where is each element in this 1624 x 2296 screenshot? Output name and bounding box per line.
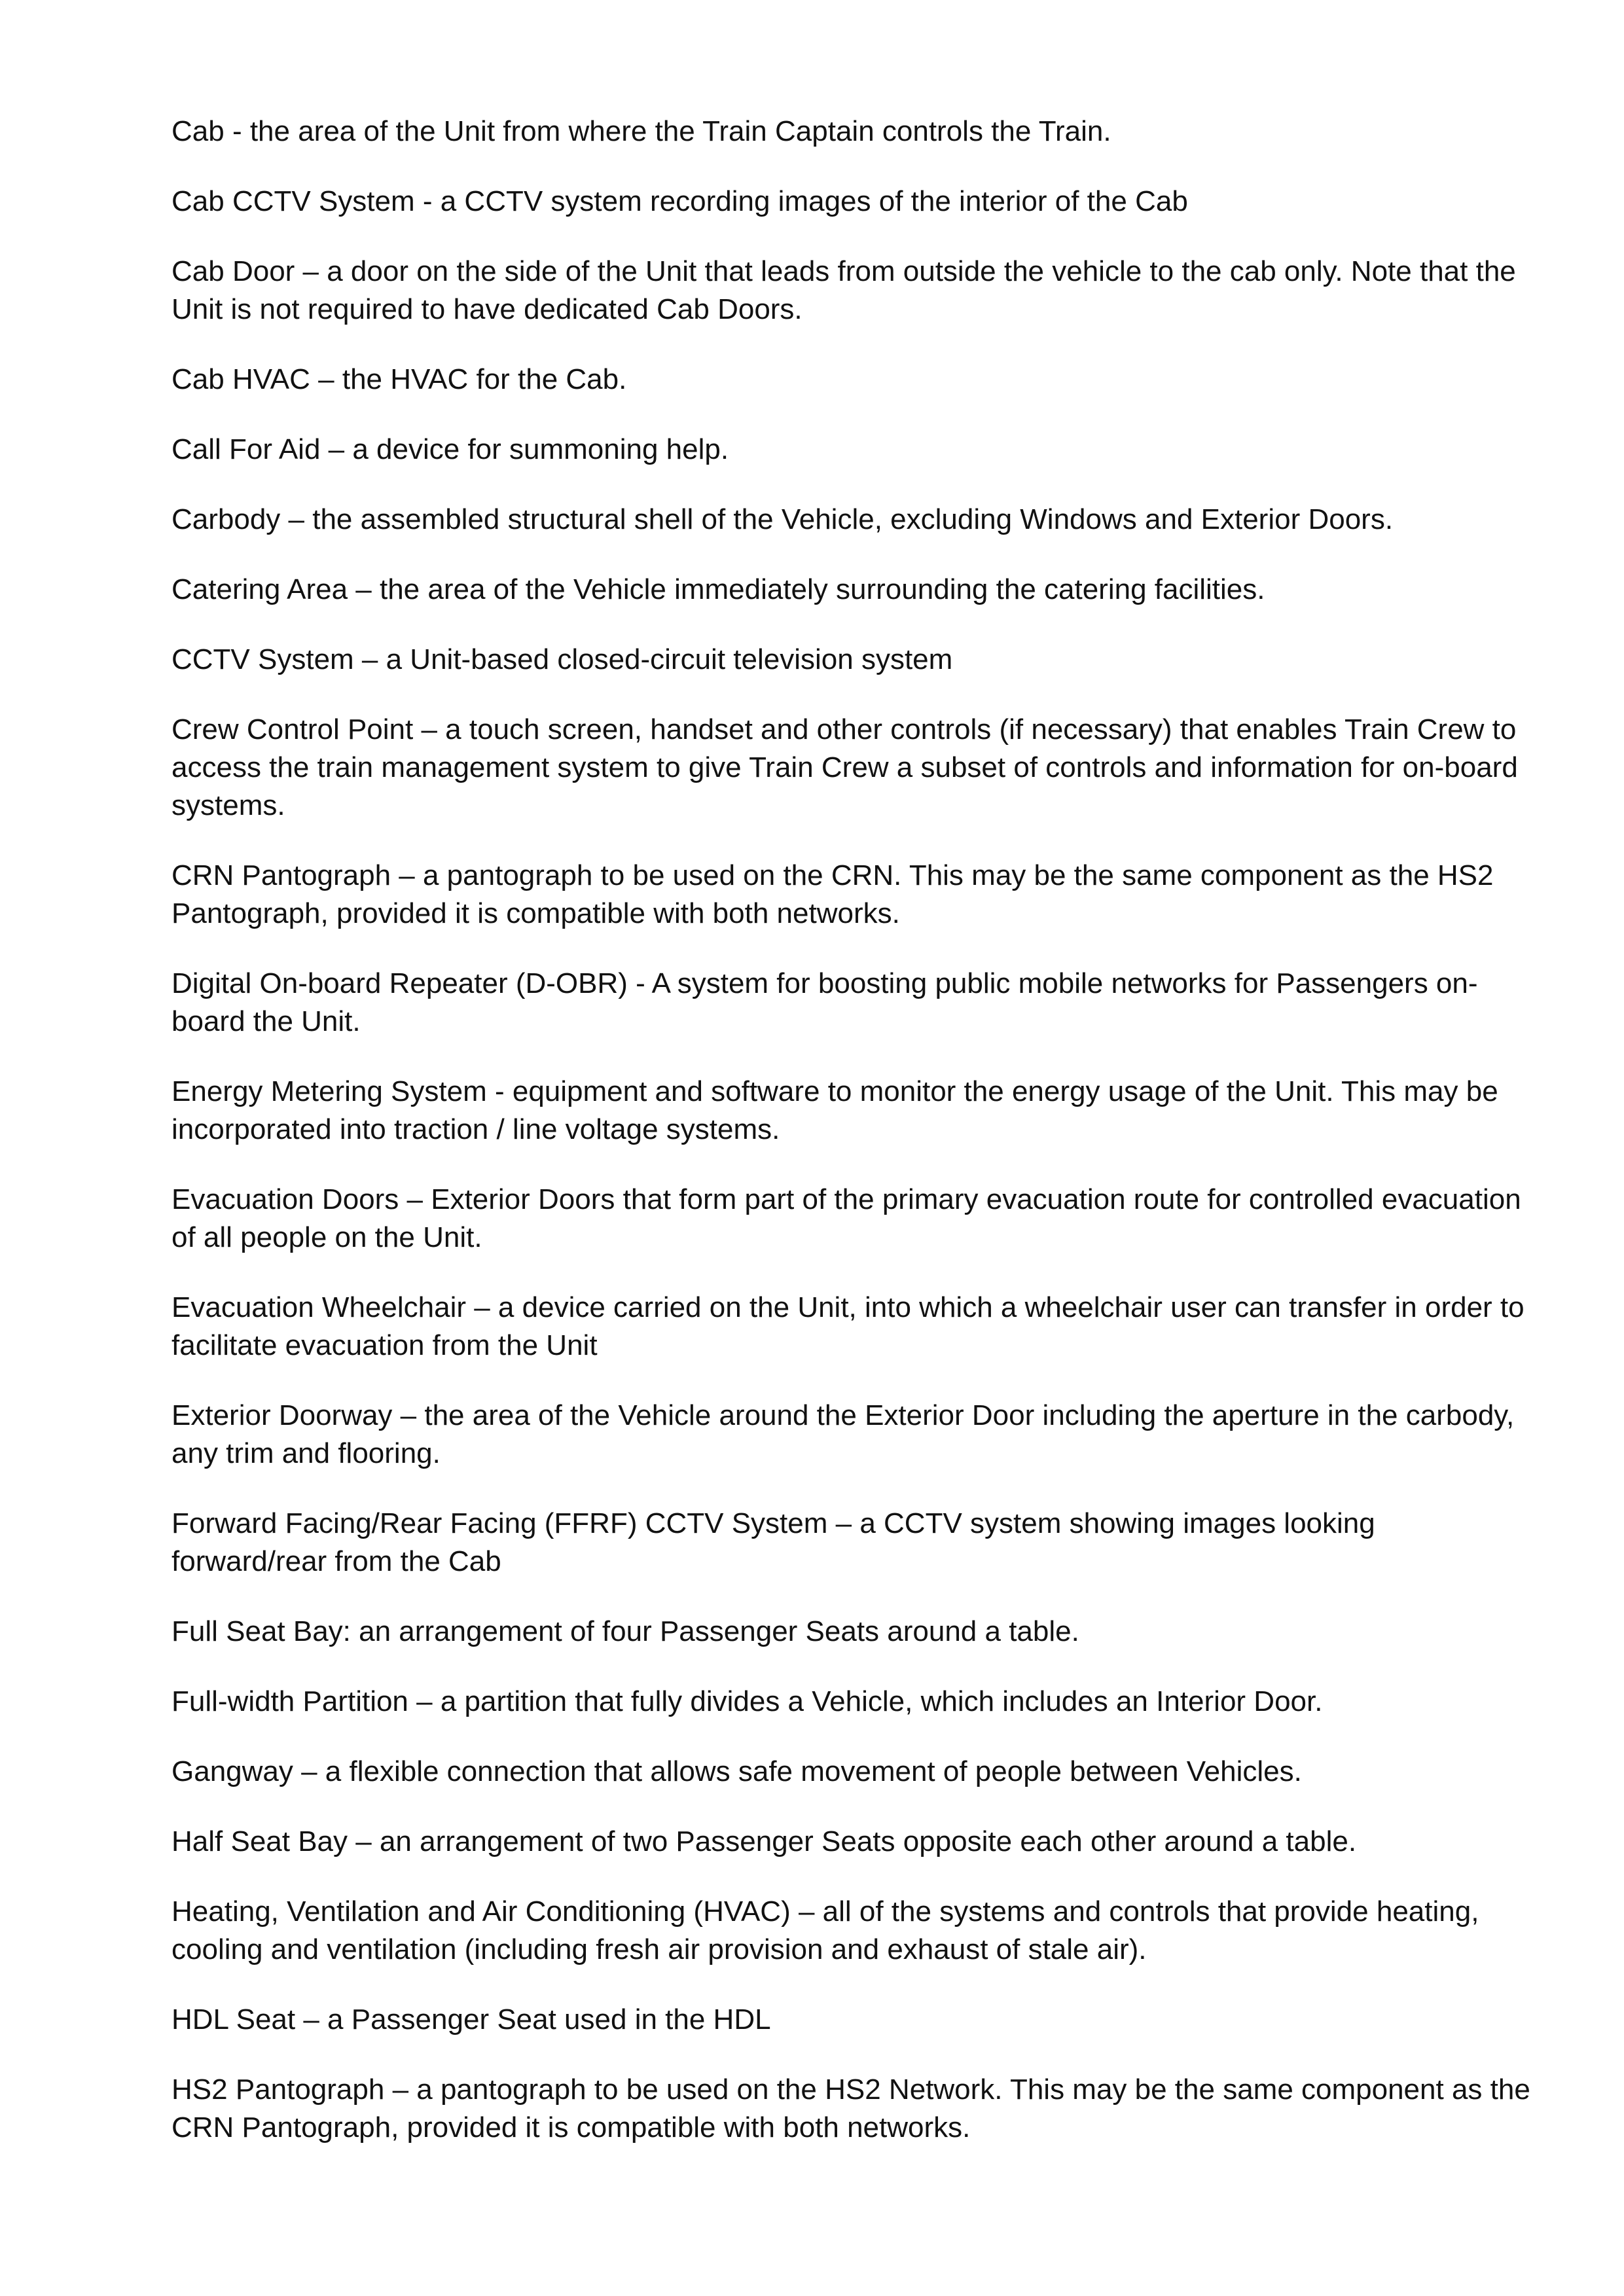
definition-hs2-pantograph: HS2 Pantograph – a pantograph to be used on the HS2 Network. This may be the same component as the CRN Pantograph, provided it is compatible with both networks. bbox=[171, 2073, 1530, 2144]
definition-carbody: Carbody – the assembled structural shell of the Vehicle, excluding Windows and Exterior Doors. bbox=[171, 503, 1394, 535]
definition-cctv-system: CCTV System – a Unit-based closed-circuit television system bbox=[171, 643, 953, 675]
definition-cab: Cab - the area of the Unit from where the Train Captain controls the Train. bbox=[171, 115, 1111, 147]
definition-evacuation-doors: Evacuation Doors – Exterior Doors that form part of the primary evacuation route for controlled evacuation of all people on the Unit. bbox=[171, 1183, 1521, 1253]
definition-cab-hvac: Cab HVAC – the HVAC for the Cab. bbox=[171, 363, 627, 395]
definition-hvac: Heating, Ventilation and Air Conditioning (HVAC) – all of the systems and controls that provide heating, cooling and ventilation (including fresh air provision and exhaust of stale air). bbox=[171, 1895, 1479, 1965]
definition-catering-area: Catering Area – the area of the Vehicle immediately surrounding the catering facilities. bbox=[171, 573, 1265, 605]
definition-full-width-partition: Full-width Partition – a partition that fully divides a Vehicle, which includes an Interior Door. bbox=[171, 1685, 1323, 1717]
definition-cab-cctv-system: Cab CCTV System - a CCTV system recording images of the interior of the Cab bbox=[171, 185, 1188, 217]
definition-call-for-aid: Call For Aid – a device for summoning help. bbox=[171, 433, 729, 465]
definition-crew-control-point: Crew Control Point – a touch screen, handset and other controls (if necessary) that enables Train Crew to access the train management system to give Train Crew a subset of controls and information for on-board systems. bbox=[171, 713, 1518, 821]
definition-digital-on-board-repeater: Digital On-board Repeater (D-OBR) - A system for boosting public mobile networks for Passengers on-board the Unit. bbox=[171, 967, 1478, 1037]
definition-hdl-seat: HDL Seat – a Passenger Seat used in the HDL bbox=[171, 2003, 771, 2036]
definition-ffrf-cctv-system: Forward Facing/Rear Facing (FFRF) CCTV System – a CCTV system showing images looking forward/rear from the Cab bbox=[171, 1507, 1375, 1577]
definition-gangway: Gangway – a flexible connection that allows safe movement of people between Vehicles. bbox=[171, 1755, 1302, 1787]
definition-half-seat-bay: Half Seat Bay – an arrangement of two Passenger Seats opposite each other around a table. bbox=[171, 1825, 1357, 1857]
definition-evacuation-wheelchair: Evacuation Wheelchair – a device carried on the Unit, into which a wheelchair user can transfer in order to facilitate evacuation from the Unit bbox=[171, 1291, 1525, 1361]
definition-cab-door: Cab Door – a door on the side of the Unit that leads from outside the vehicle to the cab only. Note that the Unit is not required to have dedicated Cab Doors. bbox=[171, 255, 1516, 325]
definition-crn-pantograph: CRN Pantograph – a pantograph to be used on the CRN. This may be the same component as the HS2 Pantograph, provided it is compatible with both networks. bbox=[171, 859, 1494, 929]
definition-full-seat-bay: Full Seat Bay: an arrangement of four Passenger Seats around a table. bbox=[171, 1615, 1079, 1647]
definition-exterior-doorway: Exterior Doorway – the area of the Vehicle around the Exterior Door including the aperture in the carbody, any trim and flooring. bbox=[171, 1399, 1515, 1469]
definition-energy-metering-system: Energy Metering System - equipment and software to monitor the energy usage of the Unit. This may be incorporated into traction / line voltage systems. bbox=[171, 1075, 1498, 1145]
definitions-list bbox=[171, 113, 1533, 2179]
